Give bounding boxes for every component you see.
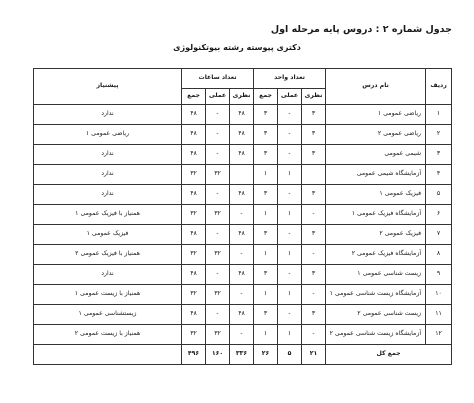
- hours-total-cell: ۴۸: [182, 105, 206, 125]
- header-hours-theory: نظری: [230, 89, 254, 105]
- hours-theory-cell: -: [230, 285, 254, 305]
- units-total-cell: ۱: [254, 245, 278, 265]
- course-name-cell: آزمایشگاه فیزیک عمومی ۱: [326, 205, 426, 225]
- hours-total-cell: ۴۸: [182, 185, 206, 205]
- hours-total-cell: ۴۸: [182, 145, 206, 165]
- units-total-cell: ۳: [254, 125, 278, 145]
- total-units-total: ۲۶: [254, 345, 278, 365]
- units-practical-cell: ۱: [278, 245, 302, 265]
- hours-total-cell: ۳۲: [182, 285, 206, 305]
- table-row: [34, 265, 452, 285]
- units-theory-cell: ۳: [302, 185, 326, 205]
- table-row: [34, 245, 452, 265]
- header-units-theory: نظری: [302, 89, 326, 105]
- header-prerequisite: پیشنیاز: [34, 69, 182, 105]
- curriculum-table: [33, 68, 452, 365]
- hours-theory-cell: ۴۸: [230, 105, 254, 125]
- hours-practical-cell: -: [206, 265, 230, 285]
- hours-theory-cell: -: [230, 325, 254, 345]
- row-number-cell: ۱۰: [426, 285, 452, 305]
- page-title: جدول شماره ۲ : دروس پایه مرحله اول: [270, 24, 452, 35]
- table-caption: دکتری پیوسته رشته بیوتکنولوژی: [173, 43, 301, 52]
- course-name-cell: فیزیک عمومی ۲: [326, 225, 426, 245]
- course-name-cell: ریاضی عمومی ۱: [326, 105, 426, 125]
- units-total-cell: ۳: [254, 185, 278, 205]
- header-units: تعداد واحد: [254, 69, 326, 89]
- units-total-cell: ۳: [254, 225, 278, 245]
- prerequisite-cell: همنیاز با زیست عمومی ۲: [34, 325, 182, 345]
- hours-total-cell: ۳۲: [182, 165, 206, 185]
- hours-theory-cell: ۴۸: [230, 125, 254, 145]
- hours-practical-cell: ۳۲: [206, 285, 230, 305]
- row-number-cell: ۲: [426, 125, 452, 145]
- table-row: [34, 145, 452, 165]
- total-prerequisite-empty: [34, 345, 182, 365]
- units-theory-cell: ۳: [302, 265, 326, 285]
- hours-total-cell: ۳۲: [182, 245, 206, 265]
- prerequisite-cell: همنیاز با فیزیک عمومی ۲: [34, 245, 182, 265]
- units-total-cell: ۳: [254, 105, 278, 125]
- hours-practical-cell: ۳۲: [206, 325, 230, 345]
- units-theory-cell: -: [302, 245, 326, 265]
- units-total-cell: ۱: [254, 325, 278, 345]
- prerequisite-cell: ندارد: [34, 165, 182, 185]
- table-row: [34, 225, 452, 245]
- row-number-cell: ۱۱: [426, 305, 452, 325]
- course-name-cell: فیزیک عمومی ۱: [326, 185, 426, 205]
- hours-total-cell: ۴۸: [182, 265, 206, 285]
- row-number-cell: ۴: [426, 165, 452, 185]
- row-number-cell: ۱: [426, 105, 452, 125]
- header-row-number: ردیف: [426, 69, 452, 105]
- header-hours-total: جمع: [182, 89, 206, 105]
- total-units-theory: ۲۱: [302, 345, 326, 365]
- table-row: [34, 165, 452, 185]
- hours-total-cell: ۳۲: [182, 325, 206, 345]
- total-units-practical: ۵: [278, 345, 302, 365]
- units-theory-cell: -: [302, 205, 326, 225]
- header-units-practical: عملی: [278, 89, 302, 105]
- course-name-cell: زیست شناسی عمومی ۲: [326, 305, 426, 325]
- hours-theory-cell: ۴۸: [230, 305, 254, 325]
- units-theory-cell: ۳: [302, 145, 326, 165]
- table-row: [34, 325, 452, 345]
- row-number-cell: ۳: [426, 145, 452, 165]
- hours-total-cell: ۴۸: [182, 125, 206, 145]
- hours-total-cell: ۳۲: [182, 205, 206, 225]
- hours-total-cell: ۴۸: [182, 225, 206, 245]
- hours-practical-cell: ۳۲: [206, 245, 230, 265]
- units-theory-cell: ۳: [302, 305, 326, 325]
- row-number-cell: ۶: [426, 205, 452, 225]
- row-number-cell: ۷: [426, 225, 452, 245]
- units-practical-cell: -: [278, 125, 302, 145]
- hours-practical-cell: -: [206, 225, 230, 245]
- course-name-cell: ریاضی عمومی ۲: [326, 125, 426, 145]
- course-name-cell: آزمایشگاه زیست شناسی عمومی ۱: [326, 285, 426, 305]
- units-practical-cell: -: [278, 105, 302, 125]
- prerequisite-cell: ندارد: [34, 185, 182, 205]
- header-units-total: جمع: [254, 89, 278, 105]
- hours-practical-cell: -: [206, 305, 230, 325]
- prerequisite-cell: زیستشناسی عمومی ۱: [34, 305, 182, 325]
- hours-theory-cell: ۴۸: [230, 225, 254, 245]
- total-label: جمع کل: [326, 345, 452, 365]
- hours-practical-cell: -: [206, 185, 230, 205]
- units-practical-cell: -: [278, 305, 302, 325]
- hours-theory-cell: ۴۸: [230, 265, 254, 285]
- course-name-cell: آزمایشگاه فیزیک عمومی ۲: [326, 245, 426, 265]
- units-total-cell: ۱: [254, 285, 278, 305]
- row-number-cell: ۹: [426, 265, 452, 285]
- row-number-cell: ۱۲: [426, 325, 452, 345]
- table-row: [34, 285, 452, 305]
- units-theory-cell: ۳: [302, 105, 326, 125]
- hours-theory-cell: -: [230, 245, 254, 265]
- course-name-cell: آزمایشگاه شیمی عمومی: [326, 165, 426, 185]
- units-theory-cell: ۳: [302, 125, 326, 145]
- prerequisite-cell: همنیاز با زیست عمومی ۱: [34, 285, 182, 305]
- units-total-cell: ۱: [254, 205, 278, 225]
- hours-total-cell: ۴۸: [182, 305, 206, 325]
- units-theory-cell: -: [302, 325, 326, 345]
- units-total-cell: ۳: [254, 145, 278, 165]
- table-row: [34, 105, 452, 125]
- course-name-cell: آزمایشگاه زیست شناسی عمومی ۲: [326, 325, 426, 345]
- row-number-cell: ۸: [426, 245, 452, 265]
- units-practical-cell: ۱: [278, 285, 302, 305]
- prerequisite-cell: ریاضی عمومی ۱: [34, 125, 182, 145]
- units-total-cell: ۱: [254, 165, 278, 185]
- total-hours-theory: ۳۳۶: [230, 345, 254, 365]
- table-row: [34, 305, 452, 325]
- hours-practical-cell: -: [206, 145, 230, 165]
- course-name-cell: زیست شناسی عمومی ۱: [326, 265, 426, 285]
- units-total-cell: ۳: [254, 305, 278, 325]
- units-total-cell: ۳: [254, 265, 278, 285]
- row-number-cell: ۵: [426, 185, 452, 205]
- course-name-cell: شیمی عمومی: [326, 145, 426, 165]
- hours-practical-cell: ۳۲: [206, 205, 230, 225]
- hours-theory-cell: [230, 165, 254, 185]
- units-practical-cell: -: [278, 225, 302, 245]
- hours-practical-cell: -: [206, 125, 230, 145]
- table-row: [34, 205, 452, 225]
- units-practical-cell: -: [278, 145, 302, 165]
- units-practical-cell: -: [278, 265, 302, 285]
- table-row: [34, 125, 452, 145]
- units-practical-cell: ۱: [278, 165, 302, 185]
- hours-theory-cell: ۴۸: [230, 185, 254, 205]
- table-row: [34, 185, 452, 205]
- header-hours-practical: عملی: [206, 89, 230, 105]
- prerequisite-cell: ندارد: [34, 265, 182, 285]
- units-practical-cell: -: [278, 185, 302, 205]
- units-theory-cell: ۳: [302, 225, 326, 245]
- units-practical-cell: ۱: [278, 205, 302, 225]
- hours-practical-cell: -: [206, 105, 230, 125]
- hours-theory-cell: -: [230, 205, 254, 225]
- prerequisite-cell: همنیاز با فیزیک عمومی ۱: [34, 205, 182, 225]
- units-theory-cell: -: [302, 285, 326, 305]
- prerequisite-cell: ندارد: [34, 105, 182, 125]
- prerequisite-cell: ندارد: [34, 145, 182, 165]
- total-row: [34, 345, 452, 365]
- header-course-name: نام درس: [326, 69, 426, 105]
- units-theory-cell: [302, 165, 326, 185]
- units-practical-cell: ۱: [278, 325, 302, 345]
- prerequisite-cell: فیزیک عمومی ۱: [34, 225, 182, 245]
- hours-practical-cell: ۳۲: [206, 165, 230, 185]
- hours-theory-cell: ۴۸: [230, 145, 254, 165]
- header-hours: تعداد ساعات: [182, 69, 254, 89]
- total-hours-total: ۴۹۶: [182, 345, 206, 365]
- total-hours-practical: ۱۶۰: [206, 345, 230, 365]
